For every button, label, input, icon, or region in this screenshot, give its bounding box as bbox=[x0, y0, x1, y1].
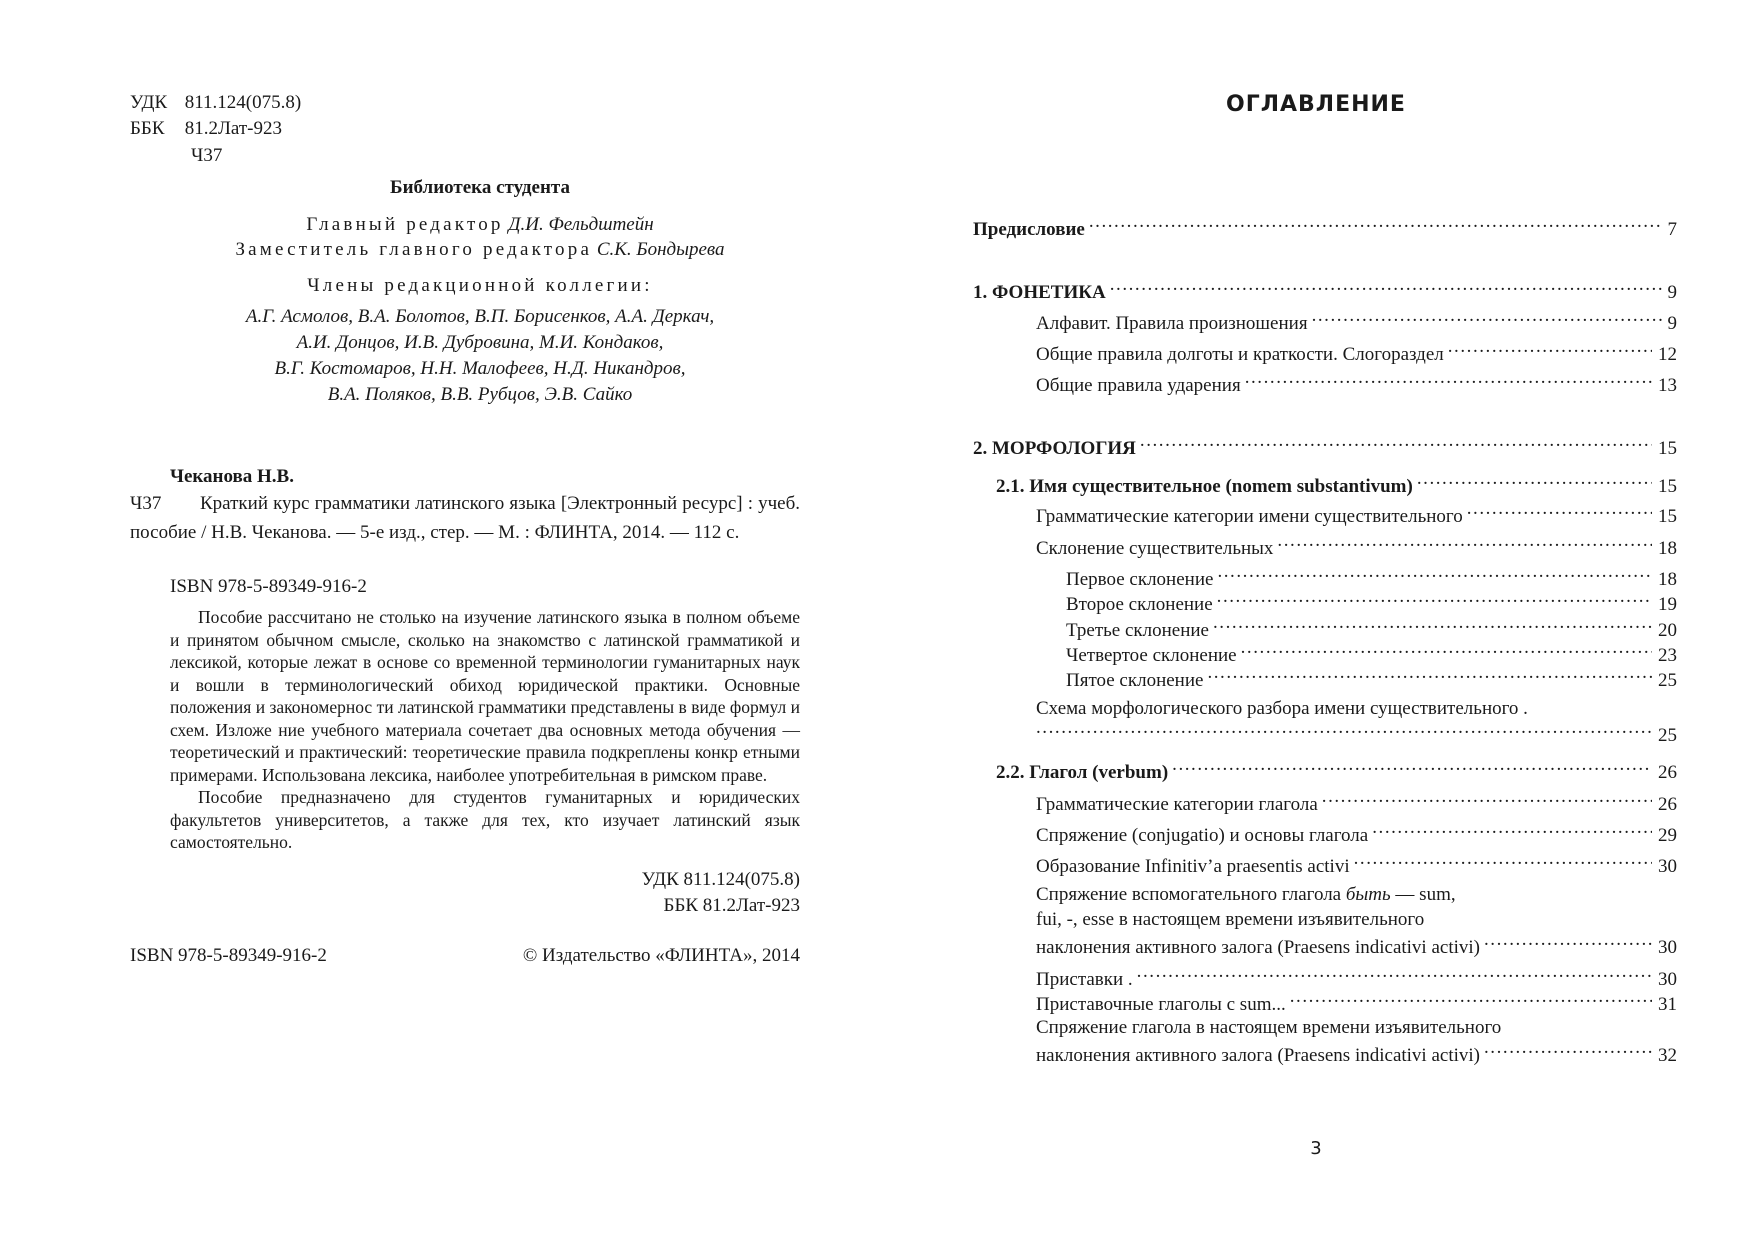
toc-entry[interactable]: Пятое склонение . . . 25 bbox=[1066, 667, 1677, 692]
toc-entry-sum-line2[interactable]: fui, -, esse в настоящем времени изъявительного bbox=[1036, 909, 1425, 930]
toc-entry[interactable]: Первое склонение . . . 18 bbox=[1066, 566, 1677, 591]
board-line: А.Г. Асмолов, В.А. Болотов, В.П. Борисенков, А.А. Деркач, bbox=[245, 306, 715, 327]
board-line: А.И. Донцов, И.В. Дубровина, М.И. Кондаков, bbox=[296, 332, 664, 353]
toc-entry-pres-line1[interactable]: Спряжение глагола в настоящем времени изъявительного bbox=[1036, 1017, 1502, 1038]
series-title: Библиотека студента bbox=[390, 177, 570, 198]
bbk-value: 81.2Лат-923 bbox=[184, 118, 282, 139]
toc-entry[interactable]: Образование Infinitiv’a praesentis activi . . . 30 bbox=[1036, 853, 1677, 878]
page-number: 3 bbox=[1310, 1138, 1322, 1159]
deputy-editor-label: Заместитель главного редактора bbox=[235, 239, 593, 260]
toc-title: ОГЛАВЛЕНИЕ bbox=[1226, 92, 1406, 117]
toc-entry[interactable]: Третье склонение . . . 20 bbox=[1066, 617, 1677, 642]
toc-entry-sum-line3[interactable]: наклонения активного залога (Praesens indicativi activi) . . . 30 bbox=[1036, 934, 1677, 959]
toc-entry[interactable]: Грамматические категории глагола . . . 26 bbox=[1036, 791, 1677, 816]
udk-bottom: УДК 811.124(075.8) bbox=[641, 869, 800, 890]
udk-label: УДК bbox=[130, 92, 168, 113]
copyright: © Издательство «ФЛИНТА», 2014 bbox=[522, 945, 800, 966]
toc-entry[interactable]: Второе склонение . . . 19 bbox=[1066, 591, 1677, 616]
toc-entry[interactable]: Общие правила долготы и краткости. Слогораздел . . . 12 bbox=[1036, 341, 1677, 366]
board-line: В.Г. Костомаров, Н.Н. Малофеев, Н.Д. Никандров, bbox=[274, 358, 686, 379]
abstract-paragraph-1: Пособие рассчитано не столько на изучение латинского языка в полном объеме и принятом обычном смысле, сколько на знакомство с латинской грамматикой и лексикой, которые лежат в основе со временной терминологии гуманитарных наук и вошли в терминологический обиход юридической практики. Основные положения и закономернос ти латинской грамматики представлены в виде формул и схем. Изложе ние учебного материала сочетает два основных метода обучения — теоретический и практический: теоретические правила подкреплены конкр етными примерами. Использована лексика, наиболее употребительная в римском праве. bbox=[170, 607, 800, 785]
author-mark-2: Ч37 bbox=[130, 493, 162, 514]
chief-editor bbox=[130, 214, 830, 236]
toc-entry-noun[interactable]: 2.1. Имя существительное (nomem substantivum) . . . 15 bbox=[996, 473, 1677, 498]
isbn-footer: ISBN 978-5-89349-916-2 bbox=[130, 945, 327, 966]
toc-entry-verb[interactable]: 2.2. Глагол (verbum) . . . 26 bbox=[996, 759, 1677, 784]
abstract bbox=[170, 606, 800, 854]
author-name: Чеканова Н.В. bbox=[170, 466, 294, 487]
toc-entry[interactable]: Алфавит. Правила произношения . . . 9 bbox=[1036, 310, 1677, 335]
deputy-editor-name: С.К. Бондырева bbox=[596, 239, 725, 260]
deputy-editor bbox=[130, 239, 830, 261]
udk-header bbox=[130, 92, 301, 114]
board-label: Члены редакционной коллегии: bbox=[307, 275, 653, 296]
chief-editor-label: Главный редактор bbox=[306, 214, 504, 235]
bibliographic-record: Краткий курс грамматики латинского языка [Электронный ресурс] : учеб. пособие / Н.В. Чеканова. — 5-е изд., стер. — М. : ФЛИНТА, 2014. — 112 с. bbox=[130, 493, 800, 543]
left-page bbox=[0, 0, 877, 1240]
board-line: В.А. Поляков, В.В. Рубцов, Э.В. Сайко bbox=[327, 384, 633, 405]
toc-entry-phonetics[interactable]: 1. ФОНЕТИКА . . . 9 bbox=[973, 279, 1677, 304]
toc-entry[interactable]: Приставки . . . . 30 bbox=[1036, 966, 1677, 991]
right-page bbox=[877, 0, 1755, 1240]
editorial-board bbox=[130, 304, 830, 408]
udk-value: 811.124(075.8) bbox=[184, 92, 302, 113]
abstract-paragraph-2: Пособие предназначено для студентов гуманитарных и юридических факультетов университетов, а также для тех, кто изучает латинский язык самостоятельно. bbox=[170, 787, 800, 852]
toc-entry-pres-line2[interactable]: наклонения активного залога (Praesens indicativi activi) . . . 32 bbox=[1036, 1042, 1677, 1067]
author-mark: Ч37 bbox=[191, 145, 223, 166]
bbk-header bbox=[130, 118, 282, 140]
chief-editor-name: Д.И. Фельдштейн bbox=[508, 214, 654, 235]
toc-entry-morphology[interactable]: 2. МОРФОЛОГИЯ . . . 15 bbox=[973, 435, 1677, 460]
toc-entry[interactable]: Приставочные глаголы с sum... . . . 31 bbox=[1036, 991, 1677, 1016]
toc-entry-preface[interactable]: Предисловие . . . 7 bbox=[973, 216, 1677, 241]
bbk-label: ББК bbox=[130, 118, 165, 139]
toc-entry[interactable]: Четвертое склонение . . . 23 bbox=[1066, 642, 1677, 667]
bbk-bottom: ББК 81.2Лат-923 bbox=[663, 895, 800, 916]
toc-entry-scheme-line2[interactable]: . . . 25 bbox=[1036, 722, 1677, 747]
toc-entry[interactable]: Грамматические категории имени существительного . . . 15 bbox=[1036, 503, 1677, 528]
toc-entry[interactable]: Склонение существительных . . . 18 bbox=[1036, 535, 1677, 560]
toc-entry-scheme-line1[interactable]: Схема морфологического разбора имени существительного . bbox=[1036, 698, 1528, 719]
toc-entry[interactable]: Общие правила ударения . . . 13 bbox=[1036, 372, 1677, 397]
isbn-line: ISBN 978-5-89349-916-2 bbox=[170, 576, 367, 597]
toc-entry-sum-line1[interactable]: Спряжение вспомогательного глагола быть — sum, bbox=[1036, 884, 1456, 905]
toc-entry[interactable]: Спряжение (conjugatio) и основы глагола . . . 29 bbox=[1036, 822, 1677, 847]
